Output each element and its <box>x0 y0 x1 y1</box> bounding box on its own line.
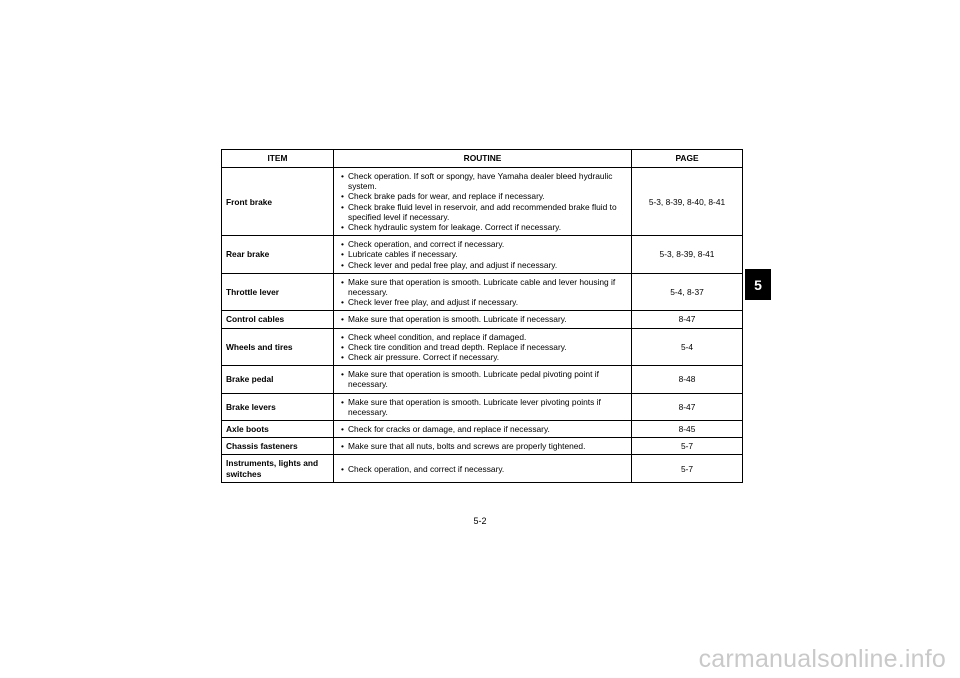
row-routine <box>334 311 632 328</box>
routine-bullet <box>340 342 627 352</box>
routine-list <box>340 171 627 232</box>
header-routine: ROUTINE <box>334 150 632 168</box>
row-page: 8-47 <box>632 393 743 420</box>
routine-text: Make sure that operation is smooth. Lubricate lever pivoting points if necessary. <box>348 396 601 417</box>
routine-text: Check lever and pedal free play, and adjust if necessary. <box>348 259 558 270</box>
routine-text: Check air pressure. Correct if necessary. <box>348 352 500 363</box>
row-routine <box>334 273 632 311</box>
routine-bullet <box>340 191 627 201</box>
inspection-table <box>221 149 743 483</box>
routine-list <box>340 424 627 434</box>
routine-bullet <box>340 277 627 297</box>
row-routine <box>334 168 632 236</box>
routine-text: Check operation. If soft or spongy, have Yamaha dealer bleed hydraulic system. <box>348 171 613 192</box>
routine-bullet <box>340 202 627 222</box>
row-routine <box>334 421 632 438</box>
routine-text: Check lever free play, and adjust if necessary. <box>348 297 519 308</box>
row-page: 8-45 <box>632 421 743 438</box>
routine-list <box>340 277 627 308</box>
row-page: 5-4, 8-37 <box>632 273 743 311</box>
row-routine <box>334 328 632 366</box>
routine-list <box>340 464 627 474</box>
row-item: Front brake <box>222 168 334 236</box>
row-item: Control cables <box>222 311 334 328</box>
row-page: 5-3, 8-39, 8-41 <box>632 236 743 274</box>
routine-text: Check operation, and correct if necessary. <box>348 239 505 250</box>
routine-bullet <box>340 352 627 362</box>
page-number: 5-2 <box>473 516 487 526</box>
routine-text: Check brake pads for wear, and replace if necessary. <box>348 191 545 202</box>
row-page: 5-7 <box>632 438 743 455</box>
row-item: Throttle lever <box>222 273 334 311</box>
routine-list <box>340 314 627 324</box>
table-body <box>222 168 743 483</box>
row-routine <box>334 236 632 274</box>
row-page: 5-3, 8-39, 8-40, 8-41 <box>632 168 743 236</box>
routine-text: Check tire condition and tread depth. Replace if necessary. <box>348 341 567 352</box>
chapter-tab: 5 <box>745 269 771 300</box>
routine-bullet <box>340 171 627 191</box>
routine-bullet <box>340 222 627 232</box>
row-item: Rear brake <box>222 236 334 274</box>
routine-bullet <box>340 332 627 342</box>
routine-bullet <box>340 260 627 270</box>
routine-text: Make sure that operation is smooth. Lubricate cable and lever housing if necessary. <box>348 276 616 298</box>
table-row <box>222 421 743 438</box>
routine-text: Make sure that operation is smooth. Lubricate pedal pivoting point if necessary. <box>348 369 599 390</box>
row-page: 8-47 <box>632 311 743 328</box>
routine-text: Check brake fluid level in reservoir, and add recommended brake fluid to specified level if necessary. <box>348 201 617 222</box>
row-item: Axle boots <box>222 421 334 438</box>
header-item: ITEM <box>222 150 334 168</box>
routine-bullet <box>340 314 627 324</box>
table-row <box>222 273 743 311</box>
row-item: Brake levers <box>222 393 334 420</box>
routine-list <box>340 441 627 451</box>
routine-list <box>340 369 627 389</box>
watermark: carmanualsonline.info <box>698 645 946 673</box>
routine-text: Check wheel condition, and replace if damaged. <box>348 331 527 342</box>
row-page: 8-48 <box>632 366 743 393</box>
row-page: 5-7 <box>632 455 743 482</box>
routine-list <box>340 332 627 363</box>
routine-bullet <box>340 464 627 474</box>
routine-bullet <box>340 397 627 417</box>
table-header-row <box>222 150 743 168</box>
table-row <box>222 168 743 236</box>
row-routine <box>334 393 632 420</box>
routine-bullet <box>340 441 627 451</box>
row-item: Instruments, lights and switches <box>222 455 334 482</box>
row-item: Brake pedal <box>222 366 334 393</box>
table-row <box>222 311 743 328</box>
row-routine <box>334 366 632 393</box>
row-routine <box>334 438 632 455</box>
table-row <box>222 455 743 482</box>
routine-text: Lubricate cables if necessary. <box>348 249 458 260</box>
routine-bullet <box>340 239 627 249</box>
table-row <box>222 236 743 274</box>
table-row <box>222 366 743 393</box>
routine-text: Make sure that operation is smooth. Lubricate if necessary. <box>348 314 567 325</box>
routine-list <box>340 239 627 270</box>
row-item: Chassis fasteners <box>222 438 334 455</box>
routine-text: Check hydraulic system for leakage. Correct if necessary. <box>348 222 562 233</box>
table-row <box>222 438 743 455</box>
routine-text: Check operation, and correct if necessary. <box>348 463 505 474</box>
routine-bullet <box>340 424 627 434</box>
routine-list <box>340 397 627 417</box>
row-routine <box>334 455 632 482</box>
table-row <box>222 393 743 420</box>
routine-bullet <box>340 369 627 389</box>
routine-bullet <box>340 297 627 307</box>
routine-text: Make sure that all nuts, bolts and screws are properly tightened. <box>348 441 586 452</box>
header-page: PAGE <box>632 150 743 168</box>
routine-bullet <box>340 249 627 259</box>
table-row <box>222 328 743 366</box>
row-page: 5-4 <box>632 328 743 366</box>
routine-text: Check for cracks or damage, and replace if necessary. <box>348 424 550 435</box>
row-item: Wheels and tires <box>222 328 334 366</box>
